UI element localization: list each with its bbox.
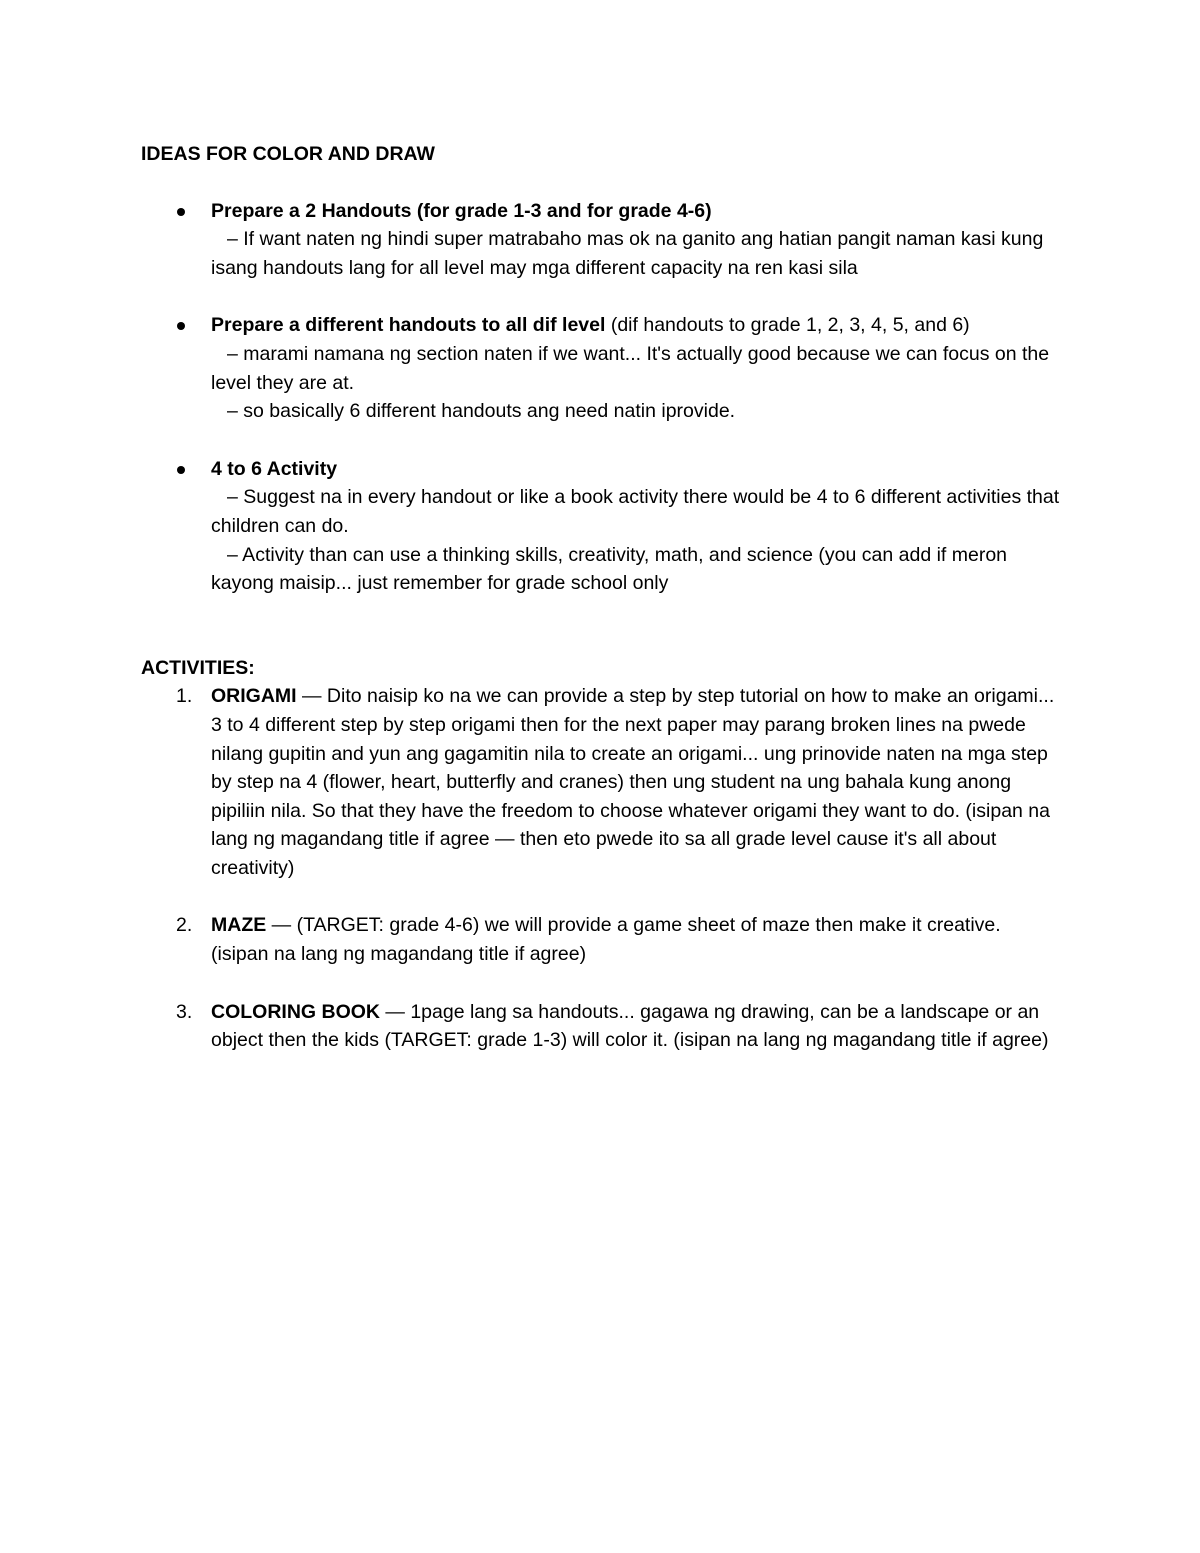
idea-item (141, 311, 1061, 425)
ideas-list (141, 197, 1061, 598)
activity-item (141, 682, 1061, 882)
document-heading: IDEAS FOR COLOR AND DRAW (141, 143, 435, 165)
activity-text: — (TARGET: grade 4-6) we will provide a game sheet of maze then make it creative. (isipan na lang ng magandang title if agree) (211, 914, 1001, 966)
activity-number: 3. (176, 1000, 193, 1023)
activity-item (141, 911, 1061, 968)
idea-title: Prepare a different handouts to all dif level (211, 314, 606, 337)
idea-note: – Activity than can use a thinking skills, creativity, math, and science (you can add if meron kayong maisip... just remember for grade school only (211, 543, 1008, 595)
bullet-icon (177, 466, 185, 474)
activity-text: — Dito naisip ko na we can provide a step by step tutorial on how to make an origami... 3 to 4 different step by step origami then for the next paper may parang broken lines na pwede nilang gupitin and yun ang gagamitin nila to create an origami... ung prinovide naten na mga step by step na 4 (flower, heart, butterfly and cranes) then ung student na ung bahala kung anong pipiliin nila. So that they have the freedom to choose whatever origami they want to do. (isipan na lang ng magandang title if agree — then eto pwede ito sa all grade level cause it's all about creativity) (211, 685, 1055, 879)
idea-note: – Suggest na in every handout or like a book activity there would be 4 to 6 different activities that children can do. (211, 486, 1060, 537)
idea-item (141, 455, 1061, 598)
activity-name: MAZE (211, 914, 267, 937)
activity-number: 2. (176, 914, 193, 937)
activity-number: 1. (176, 685, 193, 708)
activities-list (141, 682, 1061, 1055)
activity-text: — 1page lang sa handouts... gagawa ng drawing, can be a landscape or an object then the kids (TARGET: grade 1-3) will color it. (isipan na lang ng magandang title if agree) (211, 1000, 1049, 1052)
idea-note: – If want naten ng hindi super matrabaho mas ok na ganito ang hatian pangit naman kasi kung isang handouts lang for all level may mga different capacity na ren kasi sila (211, 228, 1044, 279)
bullet-icon (177, 322, 185, 330)
activity-item (141, 998, 1061, 1055)
idea-note: – marami namana ng section naten if we want... It's actually good because we can focus on the level they are at. (211, 342, 1050, 394)
idea-note: – so basically 6 different handouts ang need natin iprovide. (227, 400, 736, 423)
idea-title: 4 to 6 Activity (211, 457, 338, 480)
document-page (141, 140, 1061, 1084)
activity-name: ORIGAMI (211, 685, 297, 708)
idea-title: Prepare a 2 Handouts (for grade 1-3 and for grade 4-6) (211, 199, 712, 222)
idea-suffix: (dif handouts to grade 1, 2, 3, 4, 5, and 6) (605, 314, 970, 337)
activity-name: COLORING BOOK (211, 1000, 380, 1023)
activities-heading: ACTIVITIES: (141, 656, 255, 679)
idea-item (141, 197, 1061, 283)
bullet-icon (177, 208, 185, 216)
